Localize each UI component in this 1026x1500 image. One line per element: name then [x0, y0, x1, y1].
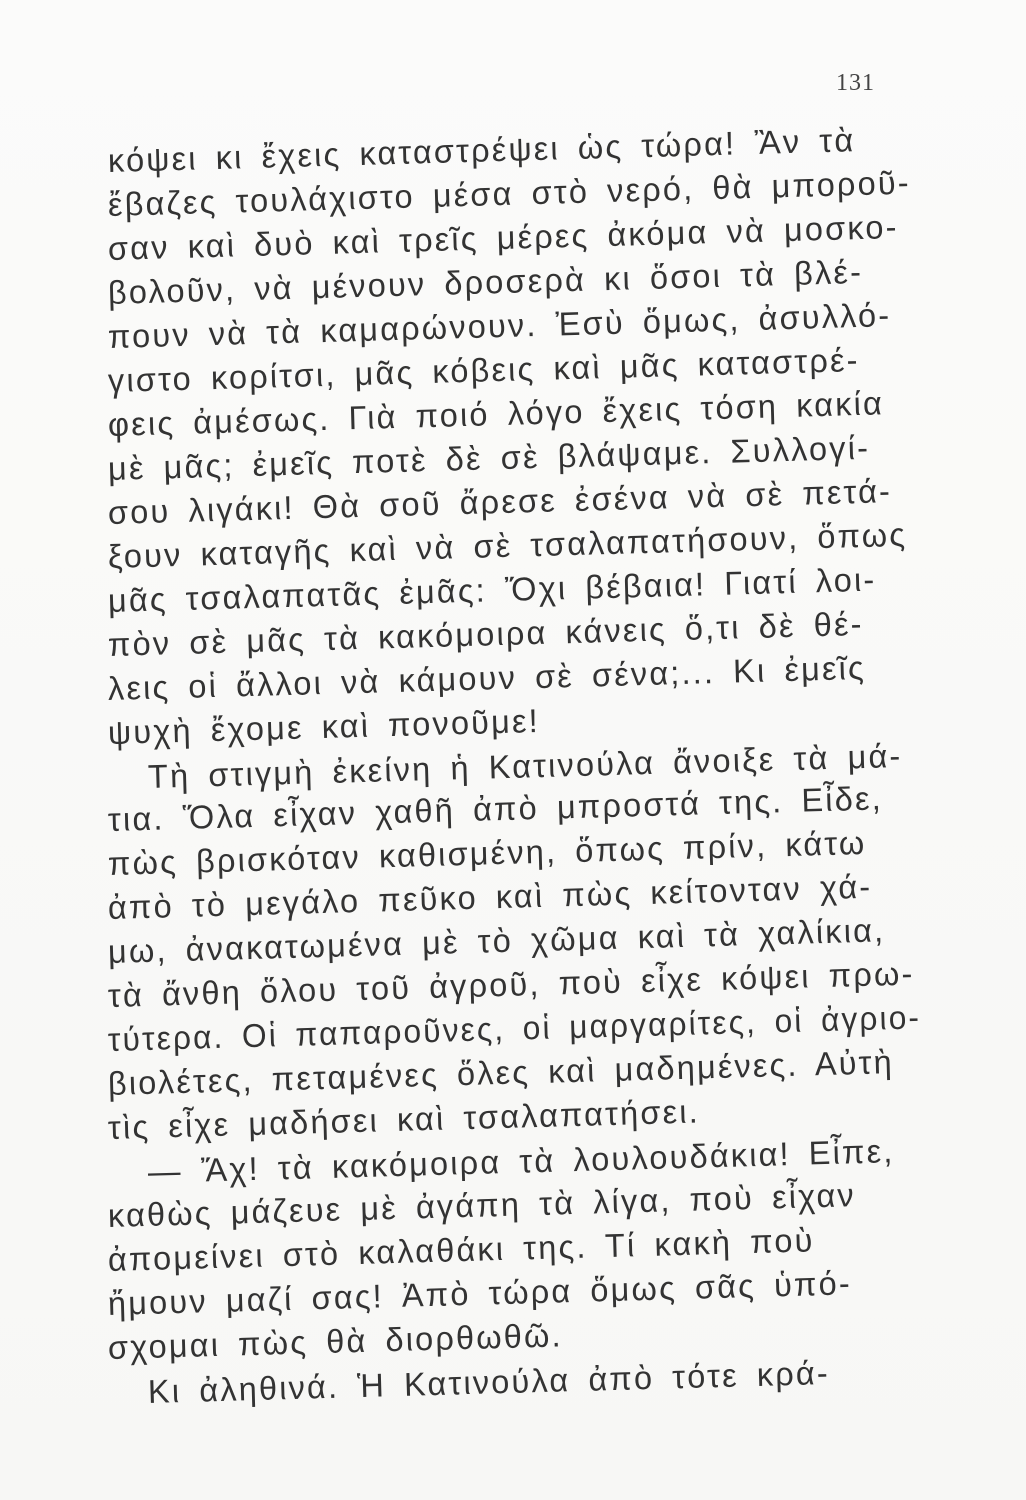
text-body	[108, 0, 938, 1500]
text-line: γιστο κορίτσι, μᾶς κόβεις καὶ μᾶς καταστρέ-	[107, 341, 861, 399]
page-number: 131	[836, 70, 875, 96]
text-line: καθὼς μάζευε μὲ ἀγάπη τὰ λίγα, ποὺ εἶχαν	[107, 1176, 857, 1234]
text-line: ἀπομείνει στὸ καλαθάκι της. Τί κακὴ ποὺ	[107, 1221, 815, 1278]
text-line: ἀπὸ τὸ μεγάλο πεῦκο καὶ πὼς κείτονταν χά-	[107, 867, 873, 926]
text-line: μᾶς τσαλαπατᾶς ἐμᾶς: Ὄχι βέβαια! Γιατί λοι-	[107, 560, 877, 619]
text-line: σαν καὶ δυὸ καὶ τρεῖς μέρες ἀκόμα νὰ μοσκο-	[107, 207, 900, 267]
text-line: πὸν σὲ μᾶς τὰ κακόμοιρα κάνεις ὅ,τι δὲ θέ-	[107, 604, 865, 663]
text-line: — Ἄχ! τὰ κακόμοιρα τὰ λουλουδάκια! Εἶπε,	[147, 1132, 895, 1190]
text-line: ἤμουν μαζί σας! Ἀπὸ τώρα ὅμως σᾶς ὑπό-	[107, 1264, 853, 1322]
text-line: πὼς βρισκόταν καθισμένη, ὅπως πρίν, κάτω	[107, 823, 867, 882]
text-line: πουν νὰ τὰ καμαρώνουν. Ἐσὺ ὅμως, ἀσυλλό-	[107, 296, 892, 355]
text-line: κόψει κι ἔχεις καταστρέψει ὡς τώρα! Ἂν τὰ	[107, 121, 856, 179]
text-line: σχομαι πὼς θὰ διορθωθῶ.	[107, 1316, 564, 1366]
text-line: βολοῦν, νὰ μένουν δροσερὰ κι ὅσοι τὰ βλέ-	[107, 252, 864, 311]
text-line: τύτερα. Οἱ παπαροῦνες, οἱ μαργαρίτες, οἱ ἀγριο-	[107, 998, 922, 1058]
text-line: μὲ μᾶς; ἐμεῖς ποτὲ δὲ σὲ βλάψαμε. Συλλογί-	[107, 428, 871, 487]
text-line: λεις οἱ ἄλλοι νὰ κάμουν σὲ σένα;... Κι ἐμεῖς	[107, 648, 867, 707]
text-line: ἔβαζες τουλάχιστο μέσα στὸ νερό, θὰ μποροῦ-	[107, 163, 912, 223]
text-line: ψυχὴ ἔχομε καὶ πονοῦμε!	[107, 701, 541, 751]
text-line: βιολέτες, πεταμένες ὅλες καὶ μαδημένες. Αὐτὴ	[107, 1043, 895, 1102]
text-line: τὶς εἶχε μαδήσει καὶ τσαλαπατήσει.	[107, 1092, 701, 1146]
text-line: Τὴ στιγμὴ ἐκείνη ἡ Κατινούλα ἄνοιξε τὰ μά-	[147, 736, 903, 795]
text-line: Κι ἀληθινά. Ἡ Κατινούλα ἀπὸ τότε κρά-	[147, 1353, 831, 1410]
text-line: τια. Ὅλα εἶχαν χαθῆ ἀπὸ μπροστά της. Εἶδε,	[107, 779, 884, 838]
text-line: σου λιγάκι! Θὰ σοῦ ἄρεσε ἐσένα νὰ σὲ πετά-	[107, 472, 893, 531]
text-line: ξουν καταγῆς καὶ νὰ σὲ τσαλαπατήσουν, ὅπως	[107, 515, 908, 575]
text-line: μω, ἀνακατωμένα μὲ τὸ χῶμα καὶ τὰ χαλίκια,	[107, 911, 886, 970]
text-line: φεις ἀμέσως. Γιὰ ποιό λόγο ἔχεις τόση κακία	[107, 384, 885, 443]
text-line: τὰ ἄνθη ὅλου τοῦ ἀγροῦ, ποὺ εἶχε κόψει πρω-	[107, 954, 915, 1014]
